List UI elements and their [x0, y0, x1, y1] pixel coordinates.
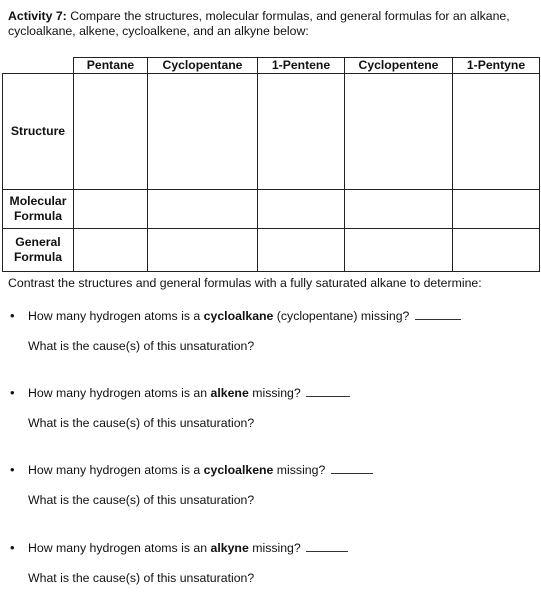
bullet-icon: • [10, 308, 15, 323]
row-header-molecular-formula [3, 190, 74, 229]
answer-blank[interactable] [331, 463, 373, 474]
cause-prompt: What is the cause(s) of this unsaturation? [28, 571, 255, 585]
bullet-icon: • [10, 385, 15, 400]
structure-cell-pentane[interactable] [74, 74, 148, 190]
column-header-1-pentene: 1-Pentene [258, 58, 345, 74]
answer-blank[interactable] [306, 386, 350, 397]
molecular-cell-cyclopentane[interactable] [148, 190, 258, 229]
cause-prompt: What is the cause(s) of this unsaturation? [28, 416, 255, 430]
general-cell-1-pentene[interactable] [258, 229, 345, 272]
row-header-general-formula [3, 229, 74, 272]
comparison-table [2, 57, 540, 272]
activity-text: Compare the structures, molecular formulas, and general formulas for an alkane, cycloalkane, alkene, cycloalkene, and an alkyne below: [8, 9, 510, 38]
row-header-structure: Structure [3, 74, 74, 190]
bullet-icon: • [10, 462, 15, 477]
contrast-instructions: Contrast the structures and general formulas with a fully saturated alkane to determine: [8, 276, 482, 290]
column-header-pentane: Pentane [74, 58, 148, 74]
activity-instructions [8, 9, 533, 39]
column-header-cyclopentane: Cyclopentane [148, 58, 258, 74]
molecular-cell-1-pentyne[interactable] [453, 190, 540, 229]
activity-label: Activity 7: [8, 9, 67, 23]
question-text: How many hydrogen atoms is an alkyne missing? [28, 541, 348, 555]
table-corner-cell [3, 58, 74, 74]
structure-cell-1-pentyne[interactable] [453, 74, 540, 190]
question-text: How many hydrogen atoms is an alkene missing? [28, 386, 350, 400]
structure-cell-1-pentene[interactable] [258, 74, 345, 190]
structure-cell-cyclopentane[interactable] [148, 74, 258, 190]
general-cell-1-pentyne[interactable] [453, 229, 540, 272]
cause-prompt: What is the cause(s) of this unsaturation? [28, 493, 255, 507]
table-row-general-formula [3, 229, 540, 272]
row-header-general-line2: Formula [13, 250, 63, 264]
table-row-structure [3, 74, 540, 190]
row-header-general-line1: General [15, 235, 61, 249]
table-row-molecular-formula [3, 190, 540, 229]
column-header-1-pentyne: 1-Pentyne [453, 58, 540, 74]
question-text: How many hydrogen atoms is a cycloalkane (cyclopentane) missing? [28, 309, 461, 323]
question-text: How many hydrogen atoms is a cycloalkene missing? [28, 463, 373, 477]
column-header-cyclopentene: Cyclopentene [345, 58, 453, 74]
answer-blank[interactable] [415, 309, 461, 320]
general-cell-pentane[interactable] [74, 229, 148, 272]
molecular-cell-1-pentene[interactable] [258, 190, 345, 229]
table-header-row [3, 58, 540, 74]
structure-cell-cyclopentene[interactable] [345, 74, 453, 190]
row-header-molecular-line1: Molecular [9, 194, 67, 208]
answer-blank[interactable] [306, 541, 348, 552]
general-cell-cyclopentane[interactable] [148, 229, 258, 272]
molecular-cell-cyclopentene[interactable] [345, 190, 453, 229]
molecular-cell-pentane[interactable] [74, 190, 148, 229]
general-cell-cyclopentene[interactable] [345, 229, 453, 272]
bullet-icon: • [10, 540, 15, 555]
cause-prompt: What is the cause(s) of this unsaturation? [28, 339, 255, 353]
row-header-molecular-line2: Formula [13, 209, 63, 223]
